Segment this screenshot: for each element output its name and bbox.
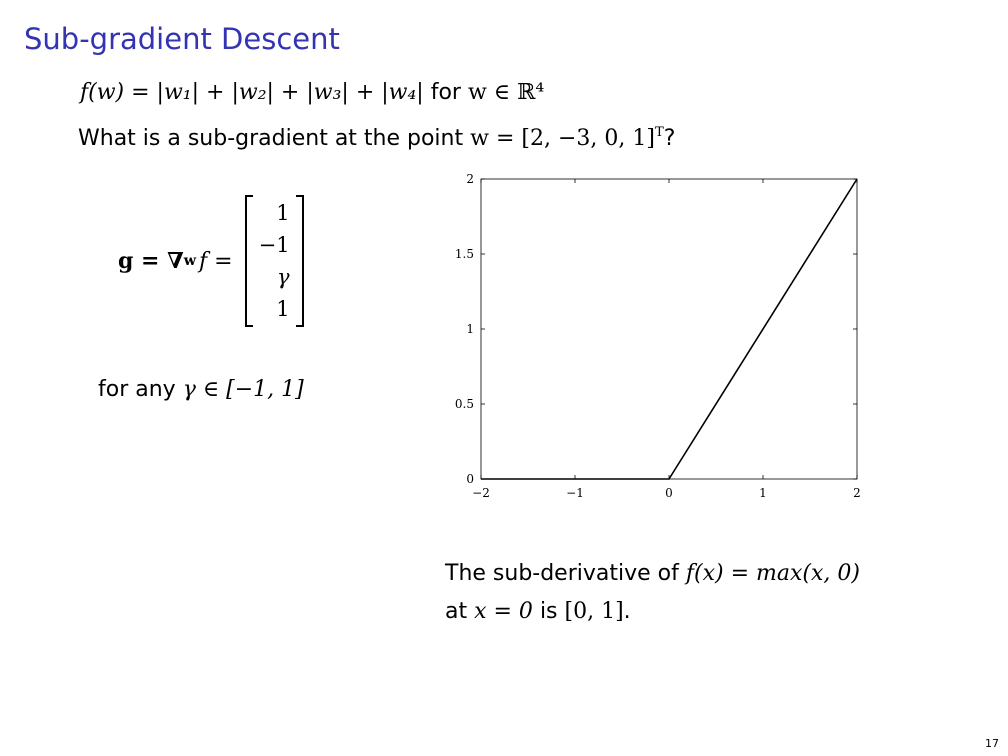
function-connector: for [430,80,461,105]
vector-entry: 1 [276,200,290,225]
y-tick-label: 0 [466,472,474,486]
x-tick-label: 2 [853,486,861,500]
caption-line-2 [445,599,631,624]
x-tick-label: 1 [759,486,767,500]
function-formula: f(w) = |w₁| + |w₂| + |w₃| + |w₄| [80,80,424,105]
slide-title: Sub-gradient Descent [24,22,340,56]
question-text: What is a sub-gradient at the point [78,126,464,151]
question-end: ? [663,126,676,151]
transpose-symbol: T [654,124,664,140]
vector-entry: 1 [276,296,290,321]
question-point: w = [2, −3, 0, 1] [470,126,655,151]
series-line [481,179,857,479]
page-number: 17 [985,737,999,750]
y-tick-label: 0.5 [454,397,474,411]
caption-text: at [445,599,468,624]
function-domain: w ∈ ℝ⁴ [467,80,545,105]
x-tick-label: −1 [566,486,584,500]
y-tick-label: 2 [466,172,474,186]
caption-math: f(x) = max(x, 0) [685,561,860,586]
x-tick-label: −2 [472,486,490,500]
caption-text: is [539,599,558,624]
condition-math: γ ∈ [−1, 1] [182,377,304,402]
caption-line-1 [445,561,860,586]
x-tick-label: 0 [665,486,673,500]
condition-text: for any [98,377,176,402]
gradient-subscript: w [183,253,197,269]
caption-math: [0, 1] [564,599,624,624]
vector-entry: γ [277,264,290,289]
caption-text: The sub-derivative of [445,561,679,586]
y-tick-label: 1 [466,322,474,336]
gradient-lhs: g = ∇ [118,248,184,274]
vector-entry: −1 [258,232,290,257]
plot-frame [481,179,857,479]
caption-end: . [623,599,631,624]
gradient-rhs: f = [199,248,233,274]
y-tick-label: 1.5 [454,247,474,261]
caption-math: x = 0 [474,599,533,624]
